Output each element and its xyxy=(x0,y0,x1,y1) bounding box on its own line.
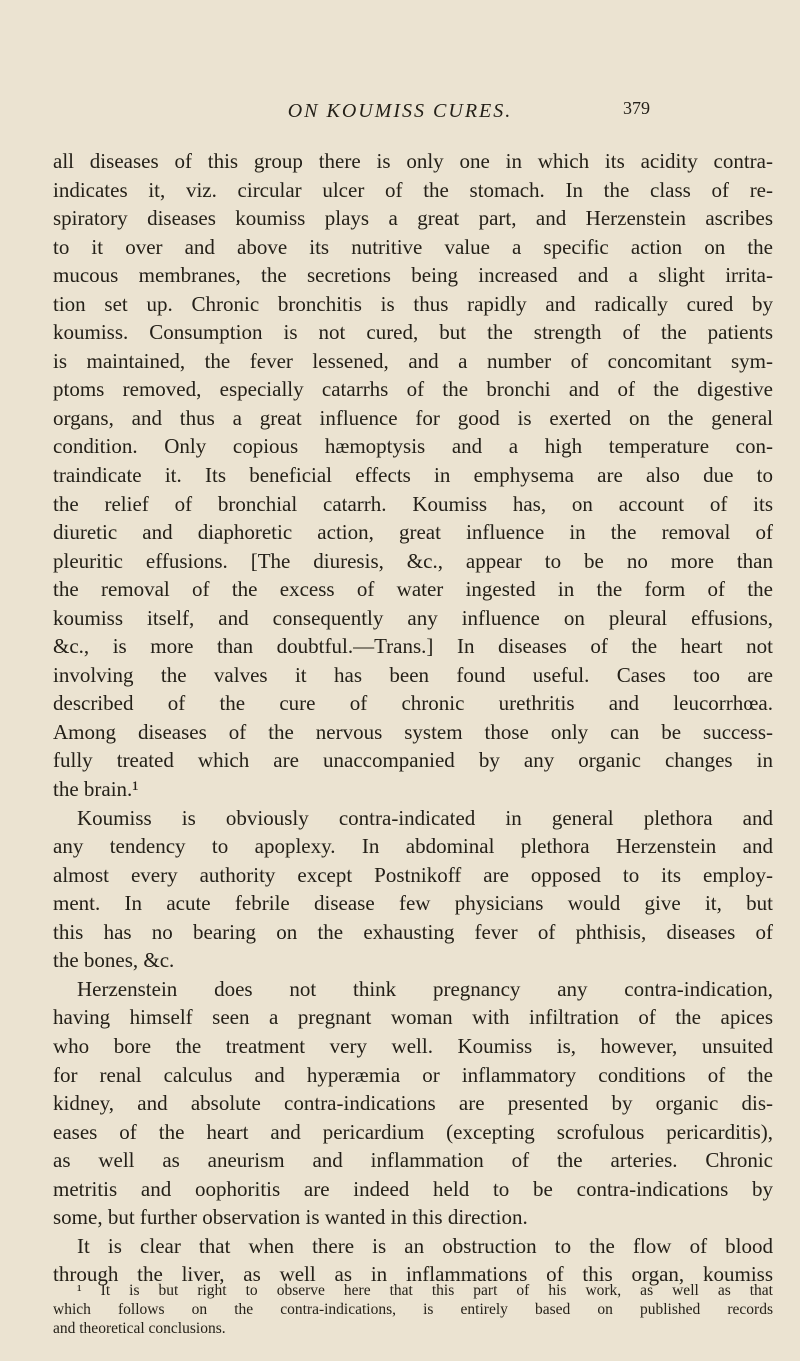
text-line: It is clear that when there is an obstruction to the flow of blood xyxy=(77,1233,773,1258)
text-line: kidney, and absolute contra-indications are presented by organic dis- xyxy=(53,1091,773,1116)
text-line: involving the valves it has been found useful. Cases too are xyxy=(53,662,773,687)
text-line: described of the cure of chronic urethritis and leucorrhœa. xyxy=(53,691,773,716)
text-line: eases of the heart and pericardium (excepting scrofulous pericarditis), xyxy=(53,1119,773,1144)
text-line: tion set up. Chronic bronchitis is thus rapidly and radically cured by xyxy=(53,291,773,316)
text-line: indicates it, viz. circular ulcer of the stomach. In the class of re- xyxy=(53,177,773,202)
text-line: metritis and oophoritis are indeed held to be contra-indications by xyxy=(53,1176,773,1201)
footnote xyxy=(53,1281,773,1338)
running-head xyxy=(0,100,800,136)
body-text xyxy=(53,147,773,1289)
text-line: almost every authority except Postnikoff are opposed to its employ- xyxy=(53,862,773,887)
running-title: ON KOUMISS CURES. xyxy=(287,100,513,122)
text-line: &c., is more than doubtful.—Trans.] In diseases of the heart not xyxy=(53,634,773,659)
text-line: fully treated which are unaccompanied by any organic changes in xyxy=(53,748,773,773)
footnote-line: and theoretical conclusions. xyxy=(53,1320,226,1337)
footnote-line: ¹ It is but right to observe here that this part of his work, as well as that xyxy=(77,1282,773,1299)
text-line: koumiss itself, and consequently any influence on pleural effusions, xyxy=(53,605,773,630)
text-line: diuretic and diaphoretic action, great influence in the removal of xyxy=(53,520,773,545)
text-line: all diseases of this group there is only one in which its acidity contra- xyxy=(53,149,773,173)
text-line: condition. Only copious hæmoptysis and a high temperature con- xyxy=(53,434,773,459)
text-line: koumiss. Consumption is not cured, but the strength of the patients xyxy=(53,320,773,345)
text-line: is maintained, the fever lessened, and a number of concomitant sym- xyxy=(53,348,773,373)
text-line: who bore the treatment very well. Koumiss is, however, unsuited xyxy=(53,1033,773,1058)
footnote-line: which follows on the contra-indications, is entirely based on published records xyxy=(53,1301,773,1318)
text-line: pleuritic effusions. [The diuresis, &c., appear to be no more than xyxy=(53,548,773,573)
text-line: through the liver, as well as in inflammations of this organ, koumiss xyxy=(53,1262,773,1287)
text-line: the brain.¹ xyxy=(53,777,139,802)
text-line: ment. In acute febrile disease few physicians would give it, but xyxy=(53,891,773,916)
text-line: the bones, &c. xyxy=(53,948,175,973)
text-line: for renal calculus and hyperæmia or inflammatory conditions of the xyxy=(53,1062,773,1087)
text-line: Koumiss is obviously contra-indicated in general plethora and xyxy=(77,805,773,830)
text-line: having himself seen a pregnant woman with infiltration of the apices xyxy=(53,1005,773,1030)
text-line: some, but further observation is wanted in this direction. xyxy=(53,1205,528,1230)
text-line: Among diseases of the nervous system those only can be success- xyxy=(53,719,773,744)
text-line: any tendency to apoplexy. In abdominal plethora Herzenstein and xyxy=(53,834,773,859)
text-line: the relief of bronchial catarrh. Koumiss has, on account of its xyxy=(53,491,773,516)
text-line: mucous membranes, the secretions being increased and a slight irrita- xyxy=(53,263,773,288)
text-line: traindicate it. Its beneficial effects in emphysema are also due to xyxy=(53,463,773,488)
text-line: to it over and above its nutritive value a specific action on the xyxy=(53,234,773,259)
text-line: Herzenstein does not think pregnancy any contra-indication, xyxy=(77,976,773,1001)
text-line: organs, and thus a great influence for good is exerted on the general xyxy=(53,405,773,430)
text-line: spiratory diseases koumiss plays a great part, and Herzenstein ascribes xyxy=(53,206,773,231)
page-number: 379 xyxy=(623,98,650,118)
text-line: this has no bearing on the exhausting fever of phthisis, diseases of xyxy=(53,919,773,944)
text-line: the removal of the excess of water ingested in the form of the xyxy=(53,577,773,602)
text-line: as well as aneurism and inflammation of the arteries. Chronic xyxy=(53,1148,773,1173)
text-line: ptoms removed, especially catarrhs of the bronchi and of the digestive xyxy=(53,377,773,402)
